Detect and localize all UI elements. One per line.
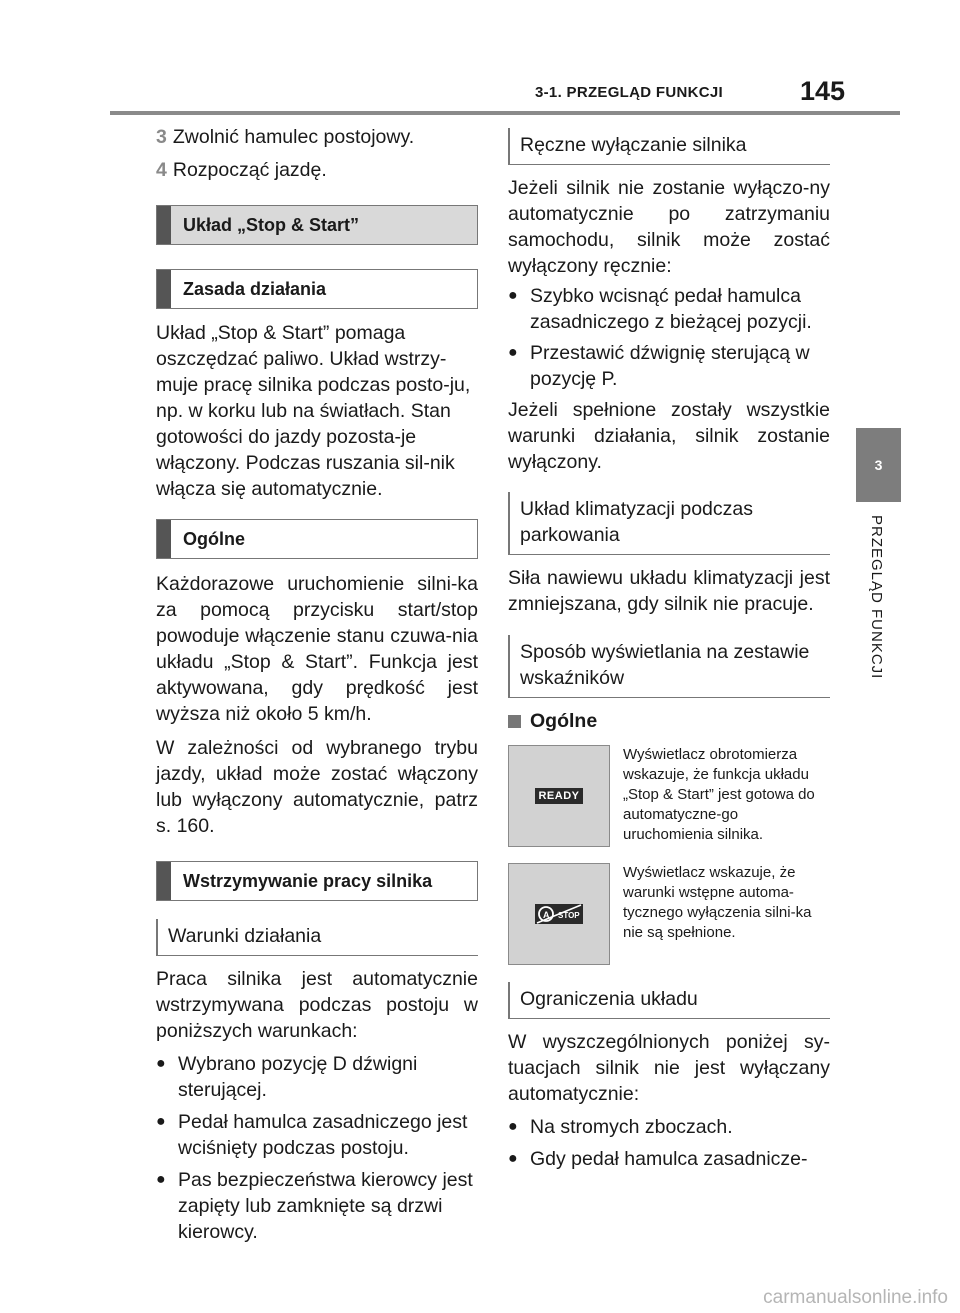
indicator-stop-start-unavailable bbox=[508, 863, 830, 965]
step-4 bbox=[156, 157, 478, 183]
heading-engine-stop bbox=[156, 861, 478, 901]
stop-start-unavailable-icon bbox=[508, 863, 610, 965]
subheading-display: Sposób wyświetlania na zestawie wskaźników bbox=[508, 635, 830, 698]
subheading-manual-stop: Ręczne wyłączanie silnika bbox=[508, 128, 830, 165]
bullet-icon: ● bbox=[508, 344, 518, 361]
list-item bbox=[508, 1114, 830, 1140]
step-text: Rozpocząć jazdę. bbox=[172, 159, 327, 181]
paragraph-general-1: Każdorazowe uruchomienie silni-ka za pomocą przycisku start/stop powoduje włączenie stanu czuwa-nia układu „Stop & Start”. Funkcja jest aktywowana, gdy prędkość jest wyższa niż około 5 km/h. bbox=[156, 573, 478, 725]
bullet-icon: ● bbox=[508, 1150, 518, 1167]
paragraph-climate: Siła nawiewu układu klimatyzacji jest zmniejszana, gdy silnik nie pracuje. bbox=[508, 567, 830, 615]
list-item-text: Pas bezpieczeństwa kierowcy jest zapięty lub zamknięte są drzwi kierowcy. bbox=[178, 1169, 473, 1243]
heading-text: Układ „Stop & Start” bbox=[183, 214, 360, 235]
list-item bbox=[156, 1167, 478, 1245]
list-item bbox=[508, 340, 830, 392]
subheading-limitations: Ograniczenia układu bbox=[508, 982, 830, 1019]
paragraph-general-2: W zależności od wybranego trybu jazdy, układ może zostać włączony lub wyłączony automatycznie, patrz s. 160. bbox=[156, 737, 478, 837]
bullet-icon: ● bbox=[508, 287, 518, 304]
paragraph-principle: Układ „Stop & Start” pomaga oszczędzać paliwo. Układ wstrzy-muje pracę silnika podczas posto-ju, np. w korku lub na światłach. Stan gotowości do jazdy pozosta-je włączony. Podczas ruszania sil-nik włącza się automatycznie. bbox=[156, 322, 471, 500]
subheading-climate: Układ klimatyzacji podczas parkowania bbox=[508, 492, 830, 555]
ready-indicator-icon bbox=[508, 745, 610, 847]
ready-badge: READY bbox=[535, 788, 582, 804]
heading-general bbox=[156, 519, 478, 559]
heading-bar bbox=[157, 270, 171, 308]
right-column bbox=[508, 124, 830, 1172]
heading-bar bbox=[157, 206, 171, 244]
subheading-conditions: Warunki działania bbox=[156, 919, 478, 956]
list-item-text: Szybko wcisnąć pedał hamulca zasadniczego z bieżącej pozycji. bbox=[530, 285, 812, 333]
header-rule bbox=[110, 111, 900, 115]
crossed-stop-icon bbox=[534, 903, 584, 925]
bullet-icon: ● bbox=[156, 1055, 166, 1072]
heading-principle bbox=[156, 269, 478, 309]
step-number: 3 bbox=[156, 126, 167, 148]
section-title: 3-1. PRZEGLĄD FUNKCJI bbox=[535, 84, 723, 101]
subheading-general bbox=[508, 710, 830, 733]
chapter-side-label: PRZEGLĄD FUNKCJI bbox=[868, 515, 885, 680]
indicator-ready bbox=[508, 745, 830, 847]
svg-text:A: A bbox=[543, 910, 550, 920]
paragraph-manual-2: Jeżeli spełnione zostały wszystkie warunki działania, silnik zostanie wyłączony. bbox=[508, 399, 830, 473]
heading-bar bbox=[157, 520, 171, 558]
list-item-text: Na stromych zboczach. bbox=[530, 1116, 733, 1138]
square-bullet-icon bbox=[508, 715, 521, 728]
paragraph-conditions: Praca silnika jest automatycznie wstrzymywana podczas postoju w poniższych warunkach: bbox=[156, 968, 478, 1042]
page-number: 145 bbox=[800, 76, 846, 106]
list-item-text: Pedał hamulca zasadniczego jest wciśnięty podczas postoju. bbox=[178, 1111, 468, 1159]
heading-stop-start-system bbox=[156, 205, 478, 245]
watermark: carmanualsonline.info bbox=[763, 1287, 948, 1308]
list-item-text: Przestawić dźwignię sterującą w pozycję P. bbox=[530, 342, 810, 390]
bullet-icon: ● bbox=[156, 1171, 166, 1188]
indicator-description: Wyświetlacz wskazuje, że warunki wstępne automa-tycznego wyłączenia silni-ka nie są spełnione. bbox=[623, 864, 812, 941]
list-item bbox=[156, 1109, 478, 1161]
step-text: Zwolnić hamulec postojowy. bbox=[172, 126, 415, 148]
list-item-text: Gdy pedał hamulca zasadnicze- bbox=[530, 1148, 808, 1170]
left-column bbox=[156, 124, 478, 1245]
list-item-text: Wybrano pozycję D dźwigni sterującej. bbox=[178, 1053, 418, 1101]
list-item bbox=[156, 1051, 478, 1103]
heading-text: Wstrzymywanie pracy silnika bbox=[183, 870, 433, 891]
bullet-icon: ● bbox=[508, 1118, 518, 1135]
subheading-text: Ogólne bbox=[530, 710, 598, 732]
heading-text: Zasada działania bbox=[183, 278, 327, 299]
step-number: 4 bbox=[156, 159, 167, 181]
chapter-tab: 3 bbox=[856, 428, 901, 502]
paragraph-limitations: W wyszczególnionych poniżej sy-tuacjach silnik nie jest wyłączany automatycznie: bbox=[508, 1031, 830, 1105]
step-3 bbox=[156, 124, 478, 150]
heading-bar bbox=[157, 862, 171, 900]
bullet-icon: ● bbox=[156, 1113, 166, 1130]
stop-badge-text: STOP bbox=[558, 911, 580, 920]
list-item bbox=[508, 283, 830, 335]
heading-text: Ogólne bbox=[183, 528, 245, 549]
indicator-description: Wyświetlacz obrotomierza wskazuje, że funkcja układu „Stop & Start” jest gotowa do automatyczne-go uruchomienia silnika. bbox=[623, 746, 815, 843]
paragraph-manual: Jeżeli silnik nie zostanie wyłączo-ny automatycznie po zatrzymaniu samochodu, silnik może zostać wyłączony ręcznie: bbox=[508, 177, 830, 277]
list-item bbox=[508, 1146, 830, 1172]
